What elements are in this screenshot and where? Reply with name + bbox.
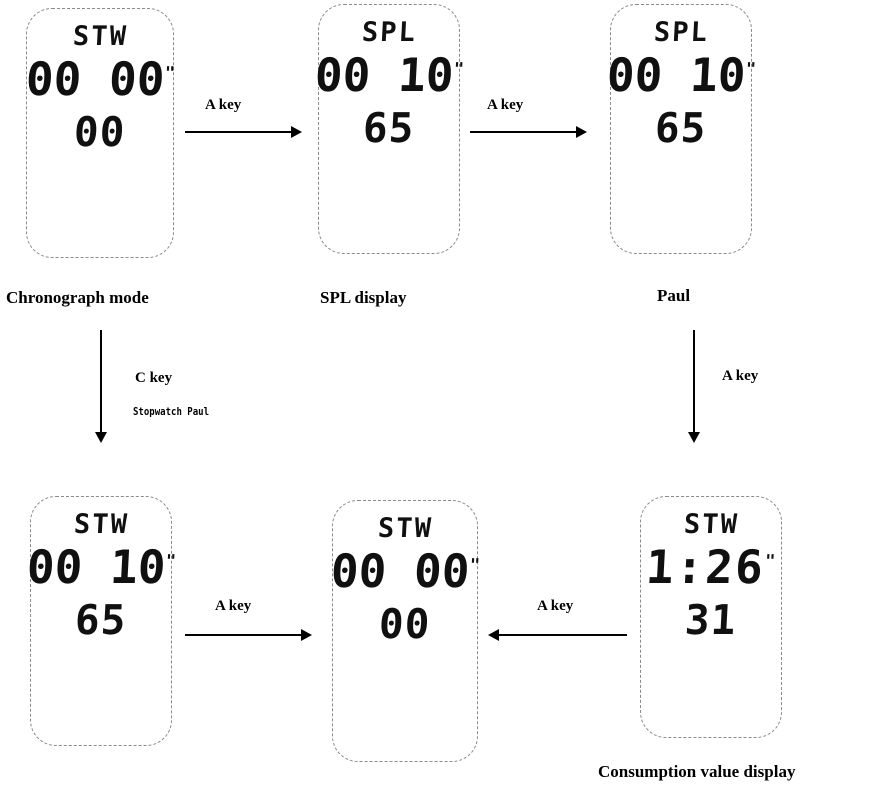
lcd-mode-label: STW: [71, 21, 129, 52]
caption-consumption: Consumption value display: [598, 762, 796, 781]
arrow-head-icon: [95, 432, 107, 443]
arrow-label-paul-to-consumption: A key: [722, 368, 759, 384]
lcd-main-value: 00 10": [605, 48, 757, 102]
watch-stopwatch-paul: [25, 496, 177, 746]
arrow-label-chronograph-to-spl: A key: [205, 97, 242, 113]
arrow-head-icon: [301, 629, 312, 641]
arrow-note-stopwatch-paul: Stopwatch Paul: [133, 405, 210, 418]
watch-screen: [24, 9, 176, 257]
watch-chronograph: [26, 8, 174, 258]
lcd-mode-label: STW: [376, 513, 434, 544]
watch-consumption: [640, 496, 782, 738]
lcd-main-value: 1:26": [645, 540, 777, 594]
lcd-tick-mark: ": [744, 59, 757, 80]
lcd-tick-mark: ": [163, 63, 176, 84]
arrow-head-icon: [488, 629, 499, 641]
lcd-tick-mark: ": [164, 551, 177, 572]
lcd-tick-mark: ": [468, 555, 481, 576]
arrow-spl-to-paul: [470, 131, 578, 133]
lcd-tick-mark: ": [452, 59, 465, 80]
lcd-sub-value: 65: [362, 104, 416, 152]
arrow-chronograph-to-stopwatchpaul: [100, 330, 102, 434]
arrow-label-stopwatchpaul-to-reset: A key: [215, 598, 252, 614]
arrow-paul-to-consumption: [693, 330, 695, 434]
lcd-mode-label: STW: [682, 509, 740, 540]
lcd-sub-value: 65: [74, 596, 128, 644]
caption-paul: Paul: [657, 286, 691, 305]
arrow-head-icon: [576, 126, 587, 138]
arrow-label-consumption-to-reset: A key: [537, 598, 574, 614]
lcd-main-value: 00 10": [25, 540, 177, 594]
arrow-head-icon: [688, 432, 700, 443]
lcd-main-value: 00 10": [313, 48, 465, 102]
lcd-mode-label: SPL: [360, 17, 418, 48]
watch-spl-display: [313, 4, 465, 254]
arrow-chronograph-to-spl: [185, 131, 293, 133]
arrow-consumption-to-reset: [497, 634, 627, 636]
lcd-mode-label: STW: [72, 509, 130, 540]
caption-spl-display: SPL display: [320, 288, 407, 307]
watch-screen: [329, 501, 481, 761]
watch-screen: [605, 5, 757, 253]
lcd-sub-value: 65: [654, 104, 708, 152]
watch-paul: [605, 4, 757, 254]
lcd-sub-value: 00: [73, 108, 127, 156]
lcd-mode-label: SPL: [652, 17, 710, 48]
watch-reset: [329, 500, 481, 762]
lcd-sub-value: 31: [684, 596, 738, 644]
arrow-label-spl-to-paul: A key: [487, 97, 524, 113]
arrow-stopwatchpaul-to-reset: [185, 634, 303, 636]
watch-screen: [641, 497, 781, 737]
lcd-tick-mark: ": [765, 551, 777, 572]
watch-screen: [313, 5, 465, 253]
watch-screen: [25, 497, 177, 745]
arrow-head-icon: [291, 126, 302, 138]
lcd-main-value: 00 00": [24, 52, 176, 106]
lcd-sub-value: 00: [378, 600, 432, 648]
caption-chronograph: Chronograph mode: [6, 288, 149, 307]
arrow-label-c-key: C key: [135, 370, 173, 386]
lcd-main-value: 00 00": [329, 544, 481, 598]
